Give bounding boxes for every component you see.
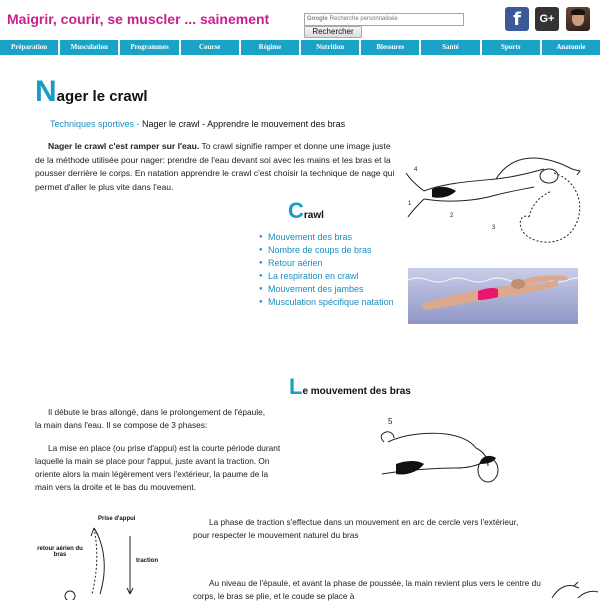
- swimmer-photo: [408, 268, 578, 324]
- crawl-heading-text: rawl: [303, 210, 324, 221]
- arms-paragraph-3: La phase de traction s'effectue dans un mouvement en arc de cercle vers l'extérieur, pour respecter le mouvement naturel du bras: [193, 517, 519, 540]
- crawl-topics-list: [259, 231, 399, 309]
- diagram-label-traction: traction: [136, 558, 159, 564]
- nav-item-sports[interactable]: Sports: [482, 40, 540, 55]
- page-title-text: ager le crawl: [56, 88, 148, 105]
- shoulder-phase-drawing: [548, 578, 600, 600]
- breadcrumb-link[interactable]: Techniques sportives: [50, 119, 135, 129]
- author-avatar[interactable]: [566, 7, 590, 31]
- arms-heading-initial: L: [289, 374, 303, 399]
- arm-path-diagram: [34, 514, 184, 600]
- intro-text: To crawl signifie ramper et donne une image juste de la méthode utilisée pour nager: prendre de l'eau devant soi avec les mains et les bras et la pousser derrière le corps. En natation apprendre le crawl c'est choisir la technique de nage qui permet d'aller le plus vite dans l'eau.: [35, 141, 395, 192]
- nav-item-musculation[interactable]: Musculation: [60, 40, 118, 55]
- arms-paragraph-2: La mise en place (ou prise d'appui) est la courte période durant laquelle la main se place pour l'appui, juste avant la traction. On oriente alors la main légèrement vers l'extérieur, la paume de la main vers la droite et le bas du mouvement.: [35, 443, 281, 492]
- nav-item-sante[interactable]: Santé: [421, 40, 479, 55]
- nav-item-blessures[interactable]: Blessures: [361, 40, 419, 55]
- nav-item-anatomie[interactable]: Anatomie: [542, 40, 600, 55]
- nav-item-programmes[interactable]: Programmes: [120, 40, 178, 55]
- google-plus-icon[interactable]: G+: [535, 7, 559, 31]
- crawl-link-mouvement-bras[interactable]: ● Mouvement des bras: [259, 231, 399, 244]
- facebook-icon[interactable]: f: [505, 7, 529, 31]
- fig3-number-5: 5: [388, 417, 393, 426]
- page-title-initial: N: [35, 75, 57, 108]
- crawl-stroke-drawing: [404, 133, 594, 251]
- crawl-heading: [288, 198, 324, 224]
- arms-paragraph-1: Il débute le bras allongé, dans le prolongement de l'épaule, la main dans l'eau. Il se compose de 3 phases:: [35, 407, 265, 430]
- page-title: [35, 75, 148, 109]
- site-title[interactable]: Maigrir, courir, se muscler ... sainement: [7, 11, 270, 27]
- diagram-label-prise: Prise d'appui: [98, 516, 136, 522]
- main-nav: [0, 40, 600, 55]
- nav-item-preparation[interactable]: Préparation: [0, 40, 58, 55]
- crawl-link-retour-aerien[interactable]: ● Retour aérien: [259, 257, 399, 270]
- arms-heading-text: e mouvement des bras: [302, 386, 411, 397]
- nav-item-nutrition[interactable]: Nutrition: [301, 40, 359, 55]
- search-placeholder: Recherche personnalisée: [329, 16, 398, 22]
- intro-lead: Nager le crawl c'est ramper sur l'eau.: [48, 141, 200, 151]
- crawl-link-jambes[interactable]: ● Mouvement des jambes: [259, 283, 399, 296]
- intro-paragraph: [35, 140, 397, 194]
- breadcrumb-separator: -: [134, 119, 143, 129]
- google-logo: Google: [307, 16, 328, 22]
- arm-stroke-drawing: [376, 412, 504, 494]
- nav-item-course[interactable]: Course: [181, 40, 239, 55]
- site-header: [0, 0, 600, 40]
- crawl-link-respiration[interactable]: ● La respiration en crawl: [259, 270, 399, 283]
- diagram-label-retour: retour aérien du bras: [37, 546, 83, 558]
- crawl-heading-initial: C: [288, 198, 304, 223]
- breadcrumb: [50, 119, 345, 129]
- search-input[interactable]: [304, 13, 464, 26]
- fig1-number-3: 3: [492, 225, 496, 231]
- fig1-number-2: 2: [450, 213, 454, 219]
- avatar-hair: [571, 9, 585, 15]
- arms-heading: [289, 374, 411, 400]
- arms-paragraph-4: Au niveau de l'épaule, et avant la phase de poussée, la main revient plus vers le centre du corps, le bras se plie, et le coude se place à: [193, 578, 541, 601]
- breadcrumb-current: Nager le crawl - Apprendre le mouvement des bras: [142, 119, 346, 129]
- nav-item-regime[interactable]: Régime: [241, 40, 299, 55]
- search-button[interactable]: Rechercher: [304, 26, 362, 38]
- fig1-number-4: 4: [414, 167, 418, 173]
- fig1-number-1: 1: [408, 201, 412, 207]
- crawl-link-coups-de-bras[interactable]: ● Nombre de coups de bras: [259, 244, 399, 257]
- crawl-link-musculation[interactable]: ● Musculation spécifique natation: [259, 296, 399, 309]
